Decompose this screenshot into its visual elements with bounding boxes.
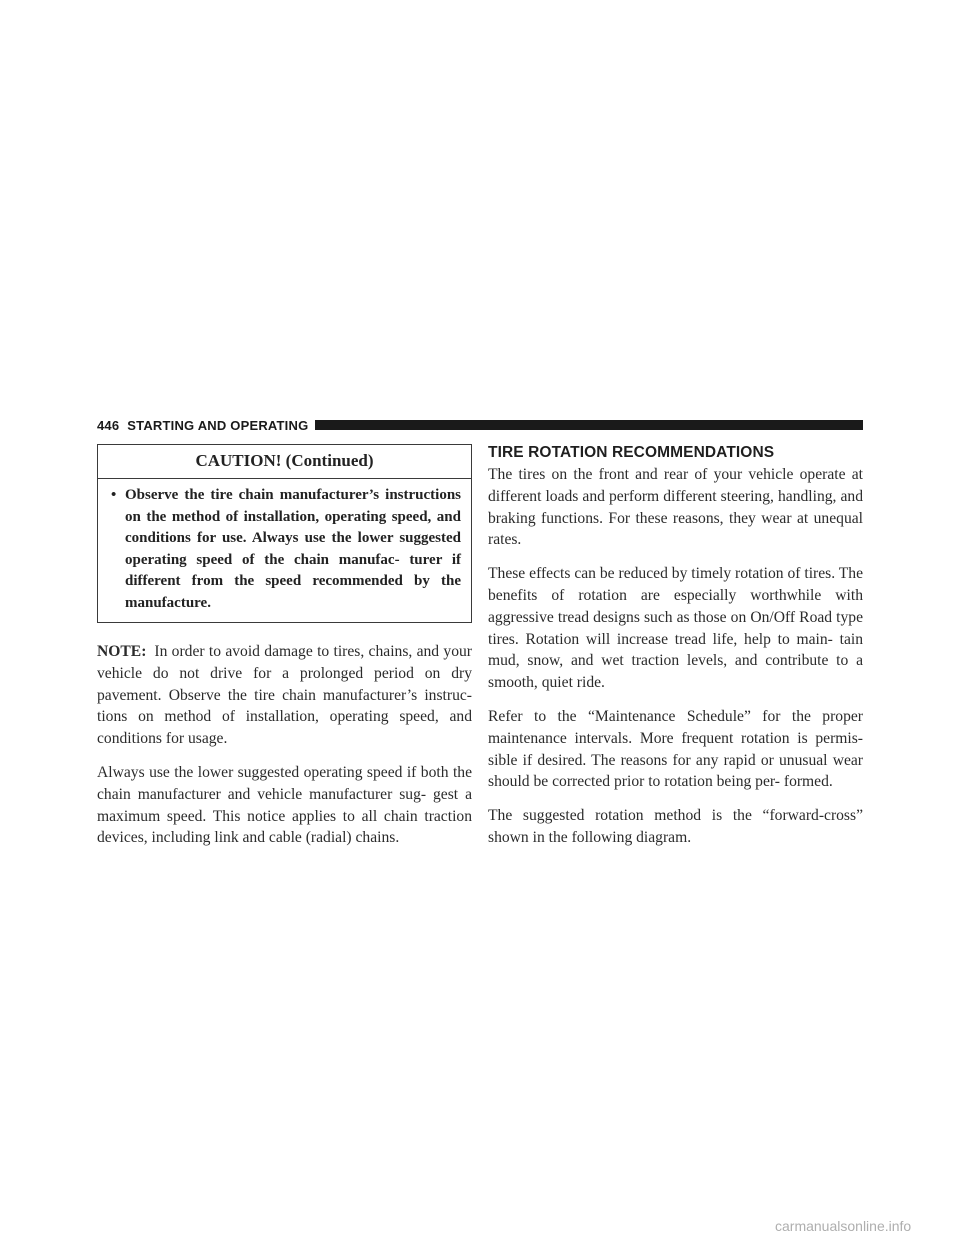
caution-text: Observe the tire chain manufacturer’s instructions on the method of installation, operating speed, and conditions for use. Always use the lower suggested operating speed of the chain manufac- turer if different from the speed recommended by the manufacture. [125, 487, 461, 611]
header-rule [315, 420, 863, 430]
body-paragraph: The tires on the front and rear of your vehicle operate at different loads and perform different steering, handling, and braking functions. For these reasons, they wear at unequal rates. [488, 466, 863, 549]
caution-body [98, 479, 471, 622]
bullet-icon: • [111, 487, 117, 503]
note-paragraph [97, 641, 472, 750]
left-column [97, 444, 472, 861]
caution-box [97, 444, 472, 623]
watermark: carmanualsonline.info [775, 1218, 912, 1234]
note-label: NOTE: [97, 643, 147, 660]
section-title: STARTING AND OPERATING [127, 417, 309, 433]
note-text: In order to avoid damage to tires, chains, and your vehicle do not drive for a prolonged period on dry pavement. Observe the tire chain manufacturer’s instruc- tions on method of installation, operating speed, and conditions for usage. [97, 643, 472, 748]
section-heading: TIRE ROTATION RECOMMENDATIONS [488, 444, 775, 461]
caution-title: CAUTION! (Continued) [98, 445, 471, 479]
body-paragraph: These effects can be reduced by timely rotation of tires. The benefits of rotation are especially worthwhile with aggressive tread designs such as those on On/Off Road type tires. Rotation will increase tread life, help to main- tain mud, snow, and wet traction levels, and contribute to a smooth, quiet ride. [488, 565, 863, 692]
page-number: 446 [97, 417, 120, 433]
body-paragraph: The suggested rotation method is the “forward-cross” shown in the following diagram. [488, 807, 863, 846]
speed-paragraph: Always use the lower suggested operating speed if both the chain manufacturer and vehicle manufacturer sug- gest a maximum speed. This notice applies to all chain traction devices, including link and cable (radial) chains. [97, 763, 472, 847]
body-paragraph: Refer to the “Maintenance Schedule” for the proper maintenance intervals. More frequent rotation is permis- sible if desired. The reasons for any rapid or unusual wear should be corrected prior to rotation being per- formed. [488, 707, 863, 791]
right-column [488, 444, 863, 861]
page-header [97, 417, 863, 433]
